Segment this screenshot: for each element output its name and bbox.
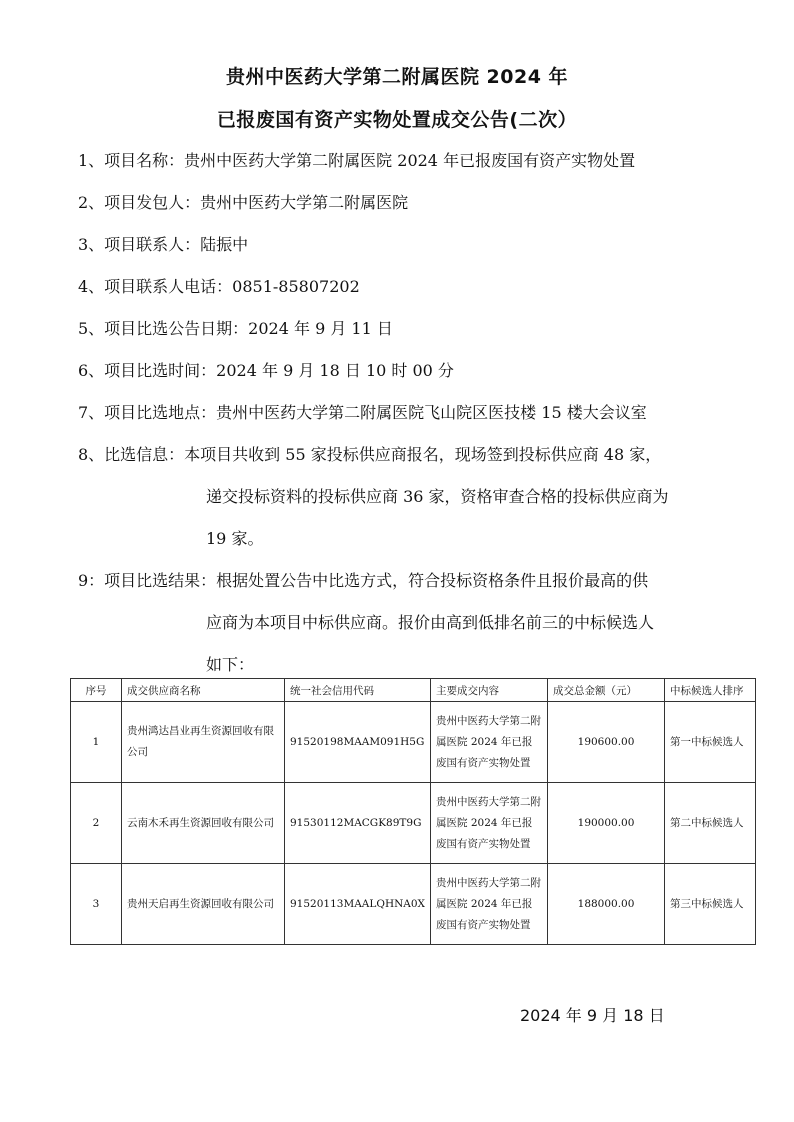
item-project-issuer: 2、项目发包人：贵州中医药大学第二附属医院 [78, 193, 409, 212]
header-credit-code: 统一社会信用代码 [285, 679, 431, 702]
table-row [71, 702, 756, 783]
header-supplier: 成交供应商名称 [122, 679, 285, 702]
header-rank: 中标候选人排序 [665, 679, 756, 702]
item-selection-result-cont: 如下： [206, 655, 255, 674]
document-title-line1: 贵州中医药大学第二附属医院 2024 年 [225, 66, 569, 88]
item-selection-time: 6、项目比选时间：2024 年 9 月 18 日 10 时 00 分 [78, 361, 454, 380]
winning-bidders-table [70, 678, 756, 945]
header-content: 主要成交内容 [431, 679, 548, 702]
announcement-date: 2024 年 9 月 18 日 [520, 1006, 665, 1025]
cell-amount: 188000.00 [548, 864, 665, 945]
cell-supplier: 云南木禾再生资源回收有限公司 [122, 783, 285, 864]
item-contact-person: 3、项目联系人：陆振中 [78, 235, 249, 254]
cell-amount: 190600.00 [548, 702, 665, 783]
cell-seq: 3 [71, 864, 122, 945]
cell-credit-code: 91530112MACGK89T9G [285, 783, 431, 864]
header-amount: 成交总金额（元） [548, 679, 665, 702]
table-row [71, 864, 756, 945]
cell-credit-code: 91520113MAALQHNA0X [285, 864, 431, 945]
cell-content: 贵州中医药大学第二附属医院 2024 年已报废国有资产实物处置 [431, 864, 548, 945]
table-row [71, 783, 756, 864]
item-project-name: 1、项目名称：贵州中医药大学第二附属医院 2024 年已报废国有资产实物处置 [78, 151, 636, 170]
item-selection-info-cont: 19 家。 [206, 529, 264, 548]
item-selection-result-cont: 应商为本项目中标供应商。报价由高到低排名前三的中标候选人 [206, 613, 655, 632]
cell-seq: 1 [71, 702, 122, 783]
item-announcement-date: 5、项目比选公告日期：2024 年 9 月 11 日 [78, 319, 393, 338]
item-selection-location: 7、项目比选地点：贵州中医药大学第二附属医院飞山院区医技楼 15 楼大会议室 [78, 403, 647, 422]
cell-rank: 第一中标候选人 [665, 702, 756, 783]
item-selection-result: 9：项目比选结果：根据处置公告中比选方式，符合投标资格条件且报价最高的供 [78, 571, 649, 590]
item-selection-info-cont: 递交投标资料的投标供应商 36 家，资格审查合格的投标供应商为 [206, 487, 669, 506]
item-contact-phone: 4、项目联系人电话：0851-85807202 [78, 277, 360, 296]
table-header-row [71, 679, 756, 702]
cell-rank: 第二中标候选人 [665, 783, 756, 864]
cell-supplier: 贵州天启再生资源回收有限公司 [122, 864, 285, 945]
cell-rank: 第三中标候选人 [665, 864, 756, 945]
cell-content: 贵州中医药大学第二附属医院 2024 年已报废国有资产实物处置 [431, 783, 548, 864]
cell-amount: 190000.00 [548, 783, 665, 864]
document-title-line2: 已报废国有资产实物处置成交公告(二次） [216, 109, 578, 131]
cell-supplier: 贵州鸿达昌业再生资源回收有限公司 [122, 702, 285, 783]
item-selection-info: 8、比选信息：本项目共收到 55 家投标供应商报名，现场签到投标供应商 48 家， [78, 445, 662, 464]
cell-credit-code: 91520198MAAM091H5G [285, 702, 431, 783]
cell-content: 贵州中医药大学第二附属医院 2024 年已报废国有资产实物处置 [431, 702, 548, 783]
cell-seq: 2 [71, 783, 122, 864]
header-seq: 序号 [71, 679, 122, 702]
